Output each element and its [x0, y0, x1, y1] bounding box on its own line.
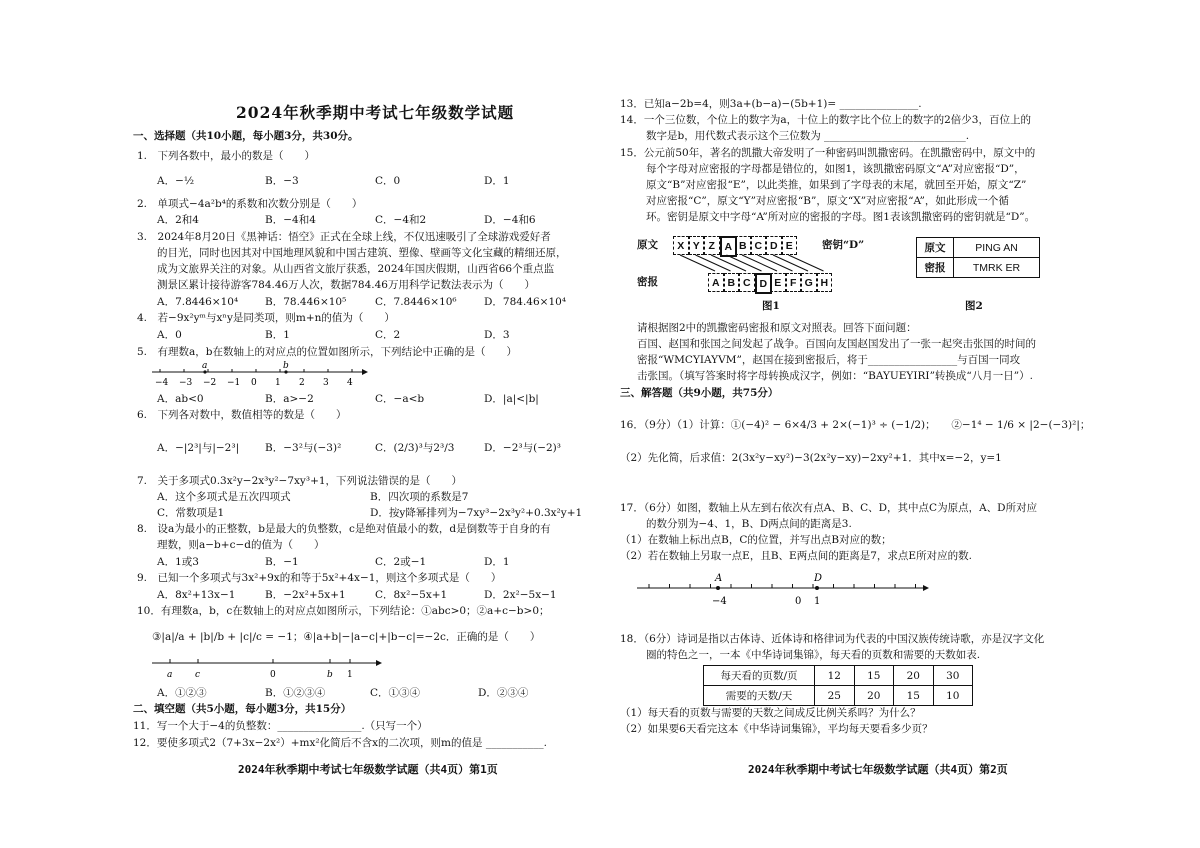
q7-option-c[interactable]: C．常数项是1 — [157, 507, 225, 519]
fig1-plaintext-letter: X — [673, 236, 689, 255]
q1-option-a[interactable]: A．−½ — [157, 175, 195, 187]
question-17-sub-2: （2）若在数轴上另取一点E，且B、E两点间的距离是7，求点E所对应的数. — [620, 550, 972, 562]
fig1-caption: 图1 — [762, 300, 780, 312]
fig1-arrow — [680, 255, 715, 271]
q10-option-d[interactable]: D．②③④ — [478, 687, 529, 699]
q18-table-cell: 10 — [933, 686, 973, 706]
q18-table-cell: 15 — [854, 666, 894, 686]
fig2-row-plaintext — [917, 238, 1040, 258]
question-3-line-2: 的目光，同时也因其对中国地理风貌和中国古建筑、塑像、壁画等文化宝藏的精细还原， — [157, 247, 567, 259]
fig1-plaintext-letter: D — [766, 236, 782, 255]
question-7: 7. 关于多项式0.3x²y−2x³y²−7xy³+1，下列说法错误的是（ ） — [137, 475, 463, 487]
q17-point-a-label: A — [715, 573, 723, 584]
fig1-cipher-letter: H — [817, 273, 833, 292]
q17-number-line — [635, 570, 935, 610]
fig1-key-label: 密钥“D” — [822, 239, 865, 251]
question-18-line-2: 圈的特色之一，一本《中华诗词集锦》，每天看的页数和需要的天数如表. — [646, 649, 981, 661]
q17-point-d — [815, 586, 819, 590]
question-15-ask-3: 密报“WMCYIAYVM”，赵国在接到密报后，将于_________________与百国一同攻 — [637, 354, 1021, 366]
fig2-table — [916, 237, 1040, 278]
q18-table-row — [704, 666, 973, 686]
question-18-sub-1: （1）每天看的页数与需要的天数之间成反比例关系吗？为什么？ — [620, 707, 921, 719]
q9-option-a[interactable]: A．8x²+13x−1 — [157, 589, 236, 601]
q5-point-b-label: b — [283, 361, 289, 371]
question-17-line-1: 17．（6分）如图，数轴上从左到右依次有点A、B、C、D，其中点C为原点，A、D所对应 — [620, 502, 1038, 514]
q10-tick-label: b — [327, 670, 333, 680]
q3-option-a[interactable]: A．7.8446×10⁴ — [157, 296, 239, 308]
q5-tick-label: 1 — [275, 378, 281, 388]
question-4: 4. 若−9x²yᵐ与xⁿy是同类项，则m+n的值为（ ） — [137, 312, 395, 324]
q18-table-cell: 12 — [815, 666, 855, 686]
q8-option-d[interactable]: D．1 — [484, 556, 510, 568]
question-15-ask-1: 请根据图2中的凯撒密码密报和原文对照表。回答下面问题： — [637, 322, 917, 334]
q4-option-a[interactable]: A．0 — [157, 329, 182, 341]
q5-tick-label: 4 — [347, 378, 353, 388]
question-15-ask-2: 百国、赵国和张国之间发起了战争。百国向友国赵国发出了一张一起突击张国的时间的 — [637, 338, 1036, 350]
question-15-line-5: 环。密钥是原文中字母“A”所对应的密报的字母。图1表该凯撒密码的密钥就是“D”。 — [646, 211, 1036, 223]
question-13: 13．已知a−2b=4，则3a+(b−a)−(5b+1)= _______________. — [620, 98, 922, 110]
question-15-line-1: 15．公元前50年，著名的凯撒大帝发明了一种密码叫凯撒密码。在凯撒密码中，原文中的 — [620, 147, 1036, 159]
q9-option-b[interactable]: B．−2x²+5x+1 — [265, 589, 346, 601]
q5-number-line — [150, 360, 370, 390]
question-14-line-1: 14．一个三位数，个位上的数字为a，十位上的数字比个位上的数字的2倍少3，百位上的 — [620, 114, 1031, 126]
fig1-plaintext-letter: E — [782, 236, 798, 255]
q17-point-a — [716, 586, 720, 590]
q1-option-d[interactable]: D．1 — [484, 175, 510, 187]
fig1-arrow — [773, 255, 808, 271]
fig1-cipher-letter: D — [755, 273, 773, 294]
q18-row-header: 需要的天数/天 — [704, 686, 815, 706]
q6-option-b[interactable]: B．−3²与(−3)² — [265, 442, 342, 454]
question-1: 1. 下列各数中，最小的数是（ ） — [137, 150, 316, 162]
fig1-plaintext-letter: B — [735, 236, 751, 255]
q5-tick-label: −2 — [203, 378, 217, 388]
question-15-line-2: 每个字母对应密报的字母都是错位的，如图1，该凯撒密码原文“A”对应密报“D”， — [646, 163, 1025, 175]
fig1-plaintext-letter: A — [720, 236, 738, 257]
fig1-plaintext-letter: Y — [689, 236, 705, 255]
q17-label-1: 1 — [814, 596, 821, 607]
question-8-line-2: 理数，则a−b+c−d的值为（ ） — [157, 539, 325, 551]
q9-option-d[interactable]: D．2x²−5x−1 — [484, 589, 557, 601]
question-10-line-2: ③|a|/a + |b|/b + |c|/c = −1；④|a+b|−|a−c|+|b−c|=−2c．正确的是（ ） — [152, 631, 541, 643]
q2-option-a[interactable]: A．2和4 — [157, 214, 199, 226]
question-18-line-1: 18．（6分）诗词是指以古体诗、近体诗和格律词为代表的中国汉族传统诗歌，亦是汉字文化 — [620, 633, 1045, 645]
section-choice-heading: 一、选择题（共10小题，每小题3分，共30分。 — [133, 130, 359, 142]
fig1-cipher-letter: C — [739, 273, 755, 292]
q18-table-cell: 25 — [815, 686, 855, 706]
question-18-sub-2: （2）如果要6天看完这本《中华诗词集锦》，平均每天要看多少页？ — [620, 723, 933, 735]
fig1-arrow — [742, 255, 777, 271]
section-answer-heading: 三、解答题（共9小题，共75分） — [620, 387, 779, 399]
fig2-caption: 图2 — [965, 300, 983, 312]
page-right — [600, 0, 1200, 848]
question-3-line-3: 成为文旅界关注的对象。从山西省文旅厅获悉，2024年国庆假期，山西省66个重点监 — [157, 263, 555, 275]
q10-tick-label: 0 — [270, 670, 276, 680]
question-15-line-3: 原文“B”对应密报“E”，以此类推，如果到了字母表的末尾，就回至开始，原文“Z” — [646, 179, 1027, 191]
q10-tick-label: c — [195, 670, 201, 680]
q18-table — [703, 665, 973, 706]
q3-option-d[interactable]: D．784.46×10⁴ — [484, 296, 567, 308]
question-15-line-4: 对应密报“C”，原文“Y”对应密报“B”，原文“X”对应密报“A”，如此形成一个循 — [646, 195, 1009, 207]
q9-option-c[interactable]: C．8x²−5x+1 — [375, 589, 448, 601]
q18-table-cell: 20 — [854, 686, 894, 706]
q2-option-b[interactable]: B．−4和4 — [265, 214, 316, 226]
question-14-line-2: 数字是b，用代数式表示这个三位数为 ___________________________. — [646, 130, 970, 142]
q6-option-c[interactable]: C．(2/3)³与2³/3 — [375, 442, 455, 454]
q7-option-d[interactable]: D．按y降幂排列为−7xy³−2x³y²+0.3x²y+1 — [370, 507, 583, 519]
question-9: 9. 已知一个多项式与3x²+9x的和等于5x²+4x−1，则这个多项式是（ ） — [137, 572, 502, 584]
fig1-arrow — [727, 255, 762, 271]
fig2-cell-label: 密报 — [917, 258, 954, 278]
q18-table-row — [704, 686, 973, 706]
q5-tick-label: −1 — [227, 378, 241, 388]
section-fill-heading: 二、填空题（共5小题，每小题3分，共15分） — [133, 703, 352, 715]
q5-tick-label: 3 — [323, 378, 329, 388]
fig1-arrow — [789, 255, 824, 271]
fig1-plaintext-letter: Z — [704, 236, 720, 255]
question-11: 11．写一个大于−4的负整数：________________.（只写一个） — [133, 720, 428, 732]
fig1-yuanwen-label: 原文 — [637, 239, 658, 251]
q10-option-c[interactable]: C．①③④ — [370, 687, 421, 699]
question-15-ask-4: 击张国。（填写答案时将字母转换成汉字，例如：“BAYUEYIRI”转换成“八月一日”）. — [637, 370, 1034, 382]
fig1-cipher-letter: F — [786, 273, 802, 292]
q17-point-d-label: D — [814, 573, 823, 584]
question-3-line-4: 测景区累计接待游客784.46万人次，数据784.46万用科学记数法表示为（ ） — [157, 279, 535, 291]
q5-tick-label: 2 — [299, 378, 305, 388]
fig1-cipher-letter: E — [770, 273, 786, 292]
q10-option-b[interactable]: B．①②③④ — [265, 687, 326, 699]
q5-option-a[interactable]: A．ab<0 — [157, 393, 204, 405]
q8-option-c[interactable]: C．2或−1 — [375, 556, 427, 568]
fig2-row-cipher — [917, 258, 1040, 278]
q5-point-a-label: a — [202, 361, 208, 371]
q1-option-c[interactable]: C．0 — [375, 175, 401, 187]
fig1-mibao-label: 密报 — [637, 276, 658, 288]
exam-title: 2024年秋季期中考试七年级数学试题 — [236, 103, 515, 122]
q5-option-d[interactable]: D．|a|<|b| — [484, 393, 539, 405]
q8-option-a[interactable]: A．1或3 — [157, 556, 199, 568]
q5-tick-label: −3 — [179, 378, 193, 388]
question-8-line-1: 8. 设a为最小的正整数，b是最大的负整数，c是绝对值最小的数，d是倒数等于自身的有 — [137, 523, 551, 535]
q10-option-a[interactable]: A．①②③ — [157, 687, 207, 699]
question-17-line-2: 的数分别为−4、1，B、D两点间的距离是3. — [646, 518, 852, 530]
question-10-line-1: 10．有理数a，b，c在数轴上的对应点如图所示，下列结论：①abc>0；②a+c−b>0； — [137, 605, 550, 617]
fig1-cipher-letter: G — [801, 273, 817, 292]
q4-option-c[interactable]: C．2 — [375, 329, 401, 341]
question-5: 5. 有理数a，b在数轴上的对应点的位置如图所示，下列结论中正确的是（ ） — [137, 346, 517, 358]
fig2-cell-value: PING AN — [954, 238, 1040, 258]
question-12: 12．要使多项式2（7+3x−2x²）+mx²化简后不含x的二次项，则m的值是 ___________. — [133, 737, 547, 749]
q5-tick-label: 0 — [251, 378, 257, 388]
q5-tick-label: −4 — [155, 378, 169, 388]
question-2: 2. 单项式−4a²b⁴的系数和次数分别是（ ） — [137, 198, 363, 210]
fig2-cell-value: TMRK ER — [954, 258, 1040, 278]
q18-row-header: 每天看的页数/页 — [704, 666, 815, 686]
q3-option-c[interactable]: C．7.8446×10⁶ — [375, 296, 457, 308]
q8-option-b[interactable]: B．−1 — [265, 556, 299, 568]
question-6: 6. 下列各对数中，数值相等的数是（ ） — [137, 409, 347, 421]
fig1-arrow — [758, 255, 793, 271]
fig2-cell-label: 原文 — [917, 238, 954, 258]
q2-option-d[interactable]: D．−4和6 — [484, 214, 536, 226]
q5-option-b[interactable]: B．a>−2 — [265, 393, 314, 405]
page-footer-right: 2024年秋季期中考试七年级数学试题（共4页）第2页 — [748, 763, 1008, 776]
page-footer-left: 2024年秋季期中考试七年级数学试题（共4页）第1页 — [238, 763, 498, 776]
q4-option-b[interactable]: B．1 — [265, 329, 290, 341]
fig1-arrow — [696, 255, 731, 271]
q4-option-d[interactable]: D．3 — [484, 329, 510, 341]
q10-number-line — [150, 653, 390, 683]
fig1-plaintext-letter: C — [751, 236, 767, 255]
q2-option-c[interactable]: C．−4和2 — [375, 214, 427, 226]
question-16-part-1: 16．（9分）（1）计算：①(−4)² − 6×4/3 + 2×(−1)³ ÷ (−1/2)； ②−1⁴ − 1/6 × |2−(−3)²|； — [620, 419, 1091, 431]
q1-option-b[interactable]: B．−3 — [265, 175, 299, 187]
q6-option-a[interactable]: A．−|2³|与|−2³| — [157, 442, 240, 454]
q17-label-0: 0 — [795, 596, 802, 607]
q5-option-c[interactable]: C．−a<b — [375, 393, 425, 405]
q7-option-b[interactable]: B．四次项的系数是7 — [370, 491, 469, 503]
q10-tick-label: 1 — [347, 670, 353, 680]
q18-table-cell: 20 — [894, 666, 934, 686]
fig1-cipher-letter: B — [724, 273, 740, 292]
q17-label-minus4: −4 — [712, 596, 727, 607]
question-16-part-2: （2）先化简，后求值：2(3x²y−xy²)−3(2x²y−xy)−2xy²+1．其中x=−2，y=1 — [620, 452, 1002, 464]
fig1-cipher-letter: A — [708, 273, 724, 292]
question-17-sub-1: （1）在数轴上标出点B，C的位置，并写出点B对应的数； — [620, 534, 892, 546]
q7-option-a[interactable]: A．这个多项式是五次四项式 — [157, 491, 291, 503]
q3-option-b[interactable]: B．78.446×10⁵ — [265, 296, 347, 308]
q18-table-cell: 15 — [894, 686, 934, 706]
q18-table-cell: 30 — [933, 666, 973, 686]
question-3-line-1: 3. 2024年8月20日《黑神话：悟空》正式在全球上线，不仅迅速吸引了全球游戏爱好者 — [137, 231, 551, 243]
fig1-arrow — [711, 255, 746, 271]
q10-tick-label: a — [167, 670, 173, 680]
q6-option-d[interactable]: D．−2³与(−2)³ — [484, 442, 561, 454]
